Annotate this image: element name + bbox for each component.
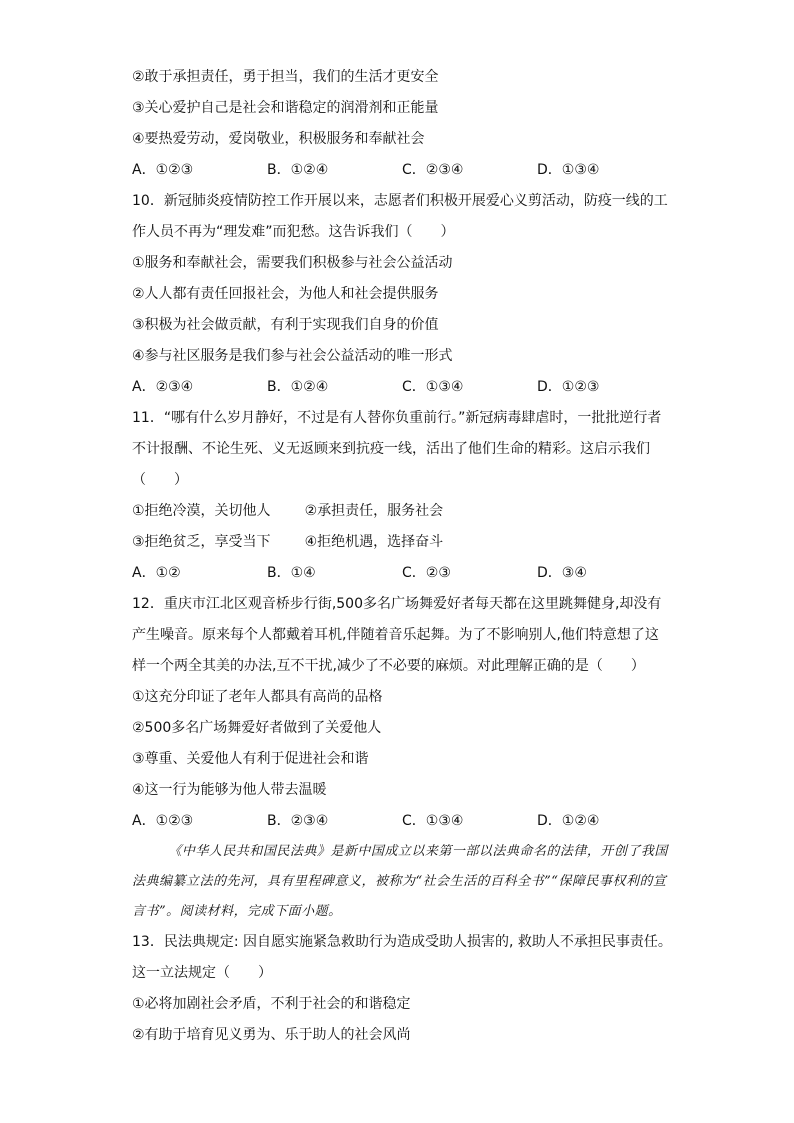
q12-item-2: ②500多名广场舞爱好者做到了关爱他人 — [132, 720, 382, 736]
q12-item-1: ①这充分印证了老年人都具有高尚的品格 — [132, 689, 383, 705]
q11-item-3: ③拒绝贫乏，享受当下 — [132, 534, 271, 550]
q10-item-4: ④参与社区服务是我们参与社会公益活动的唯一形式 — [132, 348, 453, 364]
q11-item-1: ①拒绝冷漠，关切他人 — [132, 503, 271, 519]
q12-item-3: ③尊重、关爱他人有利于促进社会和谐 — [132, 751, 369, 767]
q11-options — [132, 558, 672, 589]
q10-option-c[interactable]: C．①③④ — [402, 379, 464, 395]
q9-option-a[interactable]: A．①②③ — [132, 162, 194, 178]
q9-options — [132, 155, 672, 186]
q10-item-2: ②人人都有责任回报社会，为他人和社会提供服务 — [132, 286, 439, 302]
q11-items-row-2 — [132, 527, 672, 558]
q11-item-2: ②承担责任，服务社会 — [304, 503, 444, 519]
document-page — [132, 62, 672, 1051]
q12-option-a[interactable]: A．①②③ — [132, 813, 194, 829]
q10-item-1: ①服务和奉献社会，需要我们积极参与社会公益活动 — [132, 255, 453, 271]
q12-stem: 12．重庆市江北区观音桥步行街,500多名广场舞爱好者每天都在这里跳舞健身,却没有产生噪音。原来每个人都戴着耳机,伴随着音乐起舞。为了不影响别人,他们特意想了这样一个两全其美的办法,互不干扰,减少了不必要的麻烦。对此理解正确的是（ ） — [132, 596, 662, 674]
q10-stem: 10．新冠肺炎疫情防控工作开展以来，志愿者们积极开展爱心义剪活动，防疫一线的工作人员不再为“理发难”而犯愁。这告诉我们（ ） — [132, 193, 668, 240]
q10-option-b[interactable]: B．①②④ — [267, 379, 329, 395]
q11-option-b[interactable]: B．①④ — [267, 565, 316, 581]
q9-item-2: ②敢于承担责任，勇于担当，我们的生活才更安全 — [132, 69, 439, 85]
q11-option-a[interactable]: A．①② — [132, 565, 181, 581]
q11-option-d[interactable]: D．③④ — [537, 565, 587, 581]
q12-option-d[interactable]: D．①②④ — [537, 813, 600, 829]
q11-item-4: ④拒绝机遇，选择奋斗 — [304, 534, 444, 550]
q12-item-4: ④这一行为能够为他人带去温暖 — [132, 782, 327, 798]
q10-option-a[interactable]: A．②③④ — [132, 379, 194, 395]
q9-item-3: ③关心爱护自己是社会和谐稳定的润滑剂和正能量 — [132, 100, 439, 116]
q9-option-c[interactable]: C．②③④ — [402, 162, 464, 178]
q12-options — [132, 806, 672, 837]
q11-items-row-1 — [132, 496, 672, 527]
q10-options — [132, 372, 672, 403]
q9-option-d[interactable]: D．①③④ — [537, 162, 600, 178]
q11-stem: 11．“哪有什么岁月静好，不过是有人替你负重前行。”新冠病毒肆虐时，一批批逆行者不计报酬、不论生死、义无返顾来到抗疫一线，活出了他们生命的精彩。这启示我们（ ） — [132, 410, 662, 488]
q13-stem: 13．民法典规定: 因自愿实施紧急救助行为造成受助人损害的, 救助人不承担民事责任。这一立法规定（ ） — [132, 934, 672, 981]
q12-option-b[interactable]: B．②③④ — [267, 813, 329, 829]
q13-item-2: ②有助于培育见义勇为、乐于助人的社会风尚 — [132, 1027, 411, 1043]
q13-item-1: ①必将加剧社会矛盾，不利于社会的和谐稳定 — [132, 996, 411, 1012]
q9-item-4: ④要热爱劳动，爱岗敬业，积极服务和奉献社会 — [132, 131, 425, 147]
q10-option-d[interactable]: D．①②③ — [537, 379, 600, 395]
reading-material: 《中华人民共和国民法典》是新中国成立以来第一部以法典命名的法律，开创了我国法典编纂立法的先河，具有里程碑意义，被称为“社会生活的百科全书”“保障民事权利的宣言书”。阅读材料，完成下面小题。 — [132, 844, 668, 919]
q9-option-b[interactable]: B．①②④ — [267, 162, 329, 178]
q11-option-c[interactable]: C．②③ — [402, 565, 451, 581]
q12-option-c[interactable]: C．①③④ — [402, 813, 464, 829]
q10-item-3: ③积极为社会做贡献，有利于实现我们自身的价值 — [132, 317, 439, 333]
